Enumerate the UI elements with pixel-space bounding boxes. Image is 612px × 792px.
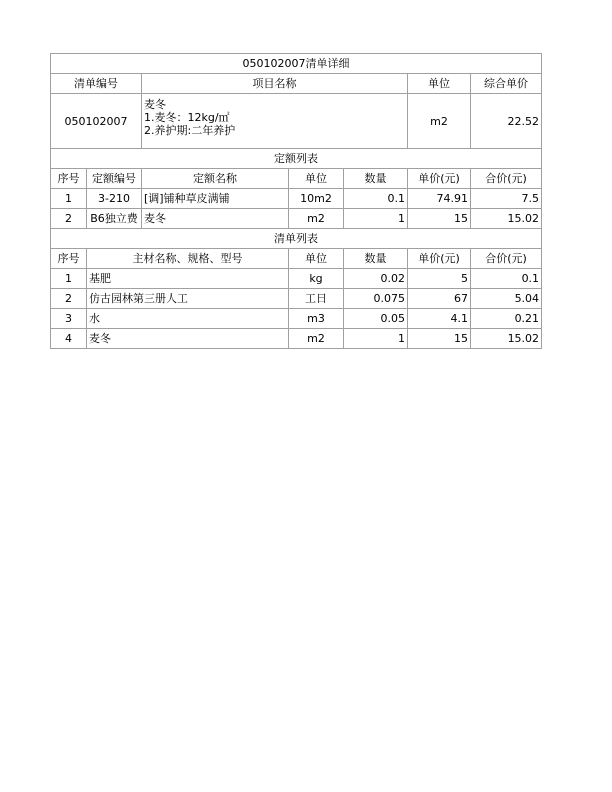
quota-unit: 10m2 (289, 189, 344, 209)
header-code: 清单编号 (51, 74, 142, 94)
quota-section-title: 定额列表 (51, 149, 542, 169)
material-name: 仿古园林第三册人工 (87, 289, 289, 309)
item-name-line: 麦冬 (144, 98, 166, 111)
material-no: 2 (51, 289, 87, 309)
table-row (51, 209, 542, 229)
material-unit: kg (289, 269, 344, 289)
quota-name: [调]铺种草皮满铺 (142, 189, 289, 209)
quota-no: 2 (51, 209, 87, 229)
material-unit: m2 (289, 329, 344, 349)
material-header: 主材名称、规格、型号 (87, 249, 289, 269)
material-qty: 0.02 (344, 269, 408, 289)
quota-qty: 1 (344, 209, 408, 229)
quota-header: 定额编号 (87, 169, 142, 189)
material-price: 4.1 (408, 309, 471, 329)
quota-no: 1 (51, 189, 87, 209)
material-name: 水 (87, 309, 289, 329)
material-qty: 1 (344, 329, 408, 349)
material-header: 数量 (344, 249, 408, 269)
material-price: 15 (408, 329, 471, 349)
quota-price: 15 (408, 209, 471, 229)
item-name-line: 1.麦冬：12kg/㎡ (144, 111, 230, 124)
quota-table (50, 148, 542, 229)
item-name (142, 94, 408, 149)
quota-code: B6独立费 (87, 209, 142, 229)
material-price: 67 (408, 289, 471, 309)
quota-price: 74.91 (408, 189, 471, 209)
item-price: 22.52 (471, 94, 542, 149)
quota-unit: m2 (289, 209, 344, 229)
material-total: 0.1 (471, 269, 542, 289)
material-header: 单位 (289, 249, 344, 269)
quota-total: 7.5 (471, 189, 542, 209)
item-name-line: 2.养护期:二年养护 (144, 124, 236, 137)
material-no: 1 (51, 269, 87, 289)
material-header: 合价(元) (471, 249, 542, 269)
material-section-title: 清单列表 (51, 229, 542, 249)
material-unit: m3 (289, 309, 344, 329)
quota-header: 序号 (51, 169, 87, 189)
quota-header: 单位 (289, 169, 344, 189)
material-name: 基肥 (87, 269, 289, 289)
table-row (51, 309, 542, 329)
quota-header: 合价(元) (471, 169, 542, 189)
material-table (50, 228, 542, 349)
material-total: 15.02 (471, 329, 542, 349)
table-row (51, 269, 542, 289)
table-row (51, 289, 542, 309)
item-code: 050102007 (51, 94, 142, 149)
bill-detail-sheet (50, 53, 541, 349)
item-table (50, 53, 542, 149)
header-unit: 单位 (408, 74, 471, 94)
material-price: 5 (408, 269, 471, 289)
material-name: 麦冬 (87, 329, 289, 349)
quota-name: 麦冬 (142, 209, 289, 229)
quota-total: 15.02 (471, 209, 542, 229)
header-price: 综合单价 (471, 74, 542, 94)
material-header: 单价(元) (408, 249, 471, 269)
sheet-title: 050102007清单详细 (51, 54, 542, 74)
material-total: 0.21 (471, 309, 542, 329)
quota-qty: 0.1 (344, 189, 408, 209)
material-qty: 0.075 (344, 289, 408, 309)
item-unit: m2 (408, 94, 471, 149)
material-qty: 0.05 (344, 309, 408, 329)
material-no: 4 (51, 329, 87, 349)
quota-header: 定额名称 (142, 169, 289, 189)
material-no: 3 (51, 309, 87, 329)
material-unit: 工日 (289, 289, 344, 309)
header-name: 项目名称 (142, 74, 408, 94)
quota-header: 单价(元) (408, 169, 471, 189)
quota-header: 数量 (344, 169, 408, 189)
quota-code: 3-210 (87, 189, 142, 209)
table-row (51, 329, 542, 349)
material-header: 序号 (51, 249, 87, 269)
table-row (51, 189, 542, 209)
material-total: 5.04 (471, 289, 542, 309)
